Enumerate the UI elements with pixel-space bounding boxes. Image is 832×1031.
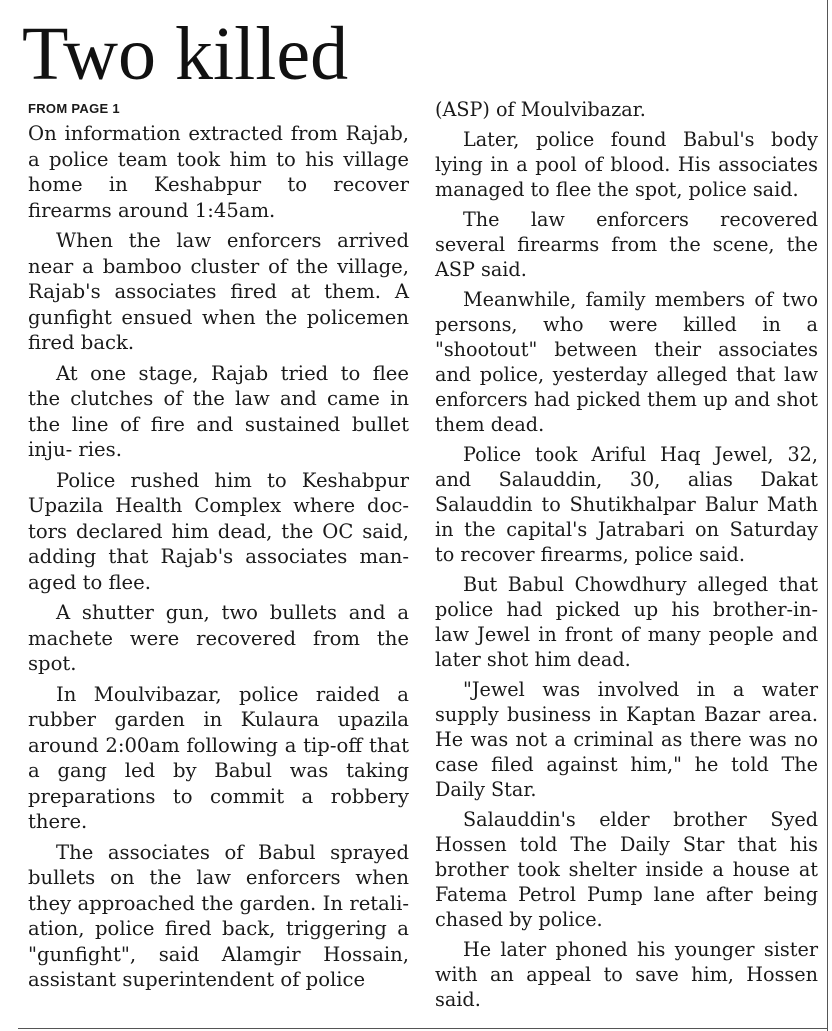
paragraph: Salauddin's elder brother Syed Hossen told The Daily Star that his brother took shelter inside a house at Fatema Petrol Pump lane after being chased by police.: [435, 808, 818, 931]
paragraph-continuation: (ASP) of Moulvibazar.: [435, 98, 646, 121]
paragraph: But Babul Chowdhury alleged that police had picked up his brother-in- law Jewel in front of many people and later shot him dead.: [435, 573, 818, 671]
bottom-rule: [18, 1028, 828, 1029]
column-rule-right: [827, 0, 828, 1031]
paragraph: Police rushed him to Keshabpur Upazila Health Complex where doc- tors declared him dead, the OC said, adding that Rajab's associates man- aged to flee.: [28, 468, 409, 594]
paragraph: Meanwhile, family members of two persons, who were killed in a "shootout" between their associates and police, yesterday alleged that law enforcers had picked them up and shot them dead.: [435, 288, 818, 436]
paragraph: The law enforcers recovered several firearms from the scene, the ASP said.: [435, 208, 818, 281]
article-column-right: [435, 97, 818, 1017]
paragraph: He later phoned his younger sister with an appeal to save him, Hossen said.: [435, 938, 818, 1011]
paragraph: The associates of Babul sprayed bullets on the law enforcers when they approached the garden. In retali- ation, police fired back, triggering a "gunfight", said Alamgir Hossain, assistant superintendent of police: [28, 840, 409, 991]
paragraph: A shutter gun, two bullets and a machete were recovered from the spot.: [28, 601, 409, 675]
paragraph: In Moulvibazar, police raided a rubber garden in Kulaura upazila around 2:00am following a tip-off that a gang led by Babul was taking preparations to commit a robbery there.: [28, 682, 409, 833]
jump-label: FROM PAGE 1: [28, 101, 120, 116]
paragraph: On information extracted from Rajab, a police team took him to his village home in Keshabpur to recover firearms around 1:45am.: [28, 122, 409, 222]
headline: Two killed: [22, 12, 349, 96]
paragraph: At one stage, Rajab tried to flee the clutches of the law and came in the line of fire and sustained bullet inju- ries.: [28, 361, 409, 461]
paragraph: Later, police found Babul's body lying in a pool of blood. His associates managed to flee the spot, police said.: [435, 128, 818, 201]
paragraph: Police took Ariful Haq Jewel, 32, and Salauddin, 30, alias Dakat Salauddin to Shutikhalpar Balur Math in the capital's Jatrabari on Saturday to recover firearms, police said.: [435, 443, 818, 566]
article-column-left: [28, 97, 409, 998]
paragraph: "Jewel was involved in a water supply business in Kaptan Bazar area. He was not a criminal as there was no case filed against him," he told The Daily Star.: [435, 678, 818, 801]
paragraph: When the law enforcers arrived near a bamboo cluster of the village, Rajab's associates fired at them. A gunfight ensued when the policemen fired back.: [28, 229, 409, 354]
